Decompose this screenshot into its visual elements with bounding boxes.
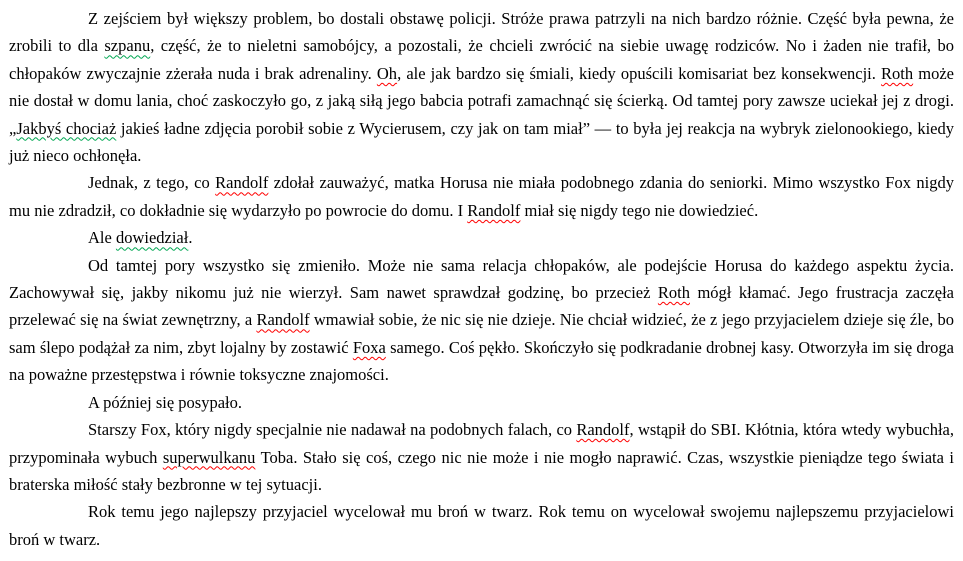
spellcheck-red-word: Randolf bbox=[215, 173, 269, 193]
paragraph-3 bbox=[9, 224, 954, 251]
text-run: samego. Coś pękło. Skończyło się podkradanie drobnej kasy. Otworzyła im się droga na poważne przestępstwa i równie toksyczne znajomości. bbox=[9, 337, 954, 385]
text-run: , część, że to nieletni samobójcy, a pozostali, że chcieli zwrócić na siebie uwagę rodziców. No i żaden nie trafił, bo chłopaków zwyczajnie zżerała nuda i brak adrenaliny. bbox=[9, 36, 954, 83]
spellcheck-red-word: Randolf bbox=[576, 420, 630, 440]
text-run: mógł kłamać. Jego frustracja zaczęła przelewać się na świat zewnętrzny, a bbox=[9, 283, 954, 330]
text-run: Od tamtej pory wszystko się zmieniło. Może nie sama relacja chłopaków, ale podejście Horusa do każdego aspektu życia. Zachowywał się, jakby nikomu już nie wierzył. Sam nawet sprawdzał godzinę, bo przecież bbox=[9, 255, 954, 303]
text-run: jakieś ładne zdjęcia porobił sobie z Wycierusem, czy jak on tam miał” — to była jej reakcja na wybryk zielonookiego, kiedy już nieco ochłonęła. bbox=[9, 118, 954, 166]
text-run: Starszy Fox, który nigdy specjalnie nie nadawał na podobnych falach, co bbox=[88, 420, 577, 440]
spellcheck-green-word: Jakbyś chociaż bbox=[16, 118, 117, 138]
paragraph-5 bbox=[9, 389, 954, 416]
paragraph-6 bbox=[9, 416, 954, 498]
text-run: może nie dostał w domu lania, choć zaskoczyło go, z jaką siłą jego babcia potrafi zamachnąć się ścierką. Od tamtej pory zawsze uciekał jej z drogi. „ bbox=[9, 63, 954, 138]
spellcheck-red-word: Oh bbox=[376, 63, 398, 83]
spellcheck-green-word: szpanu bbox=[104, 36, 151, 56]
text-run: zdołał zauważyć, matka Horusa nie miała podobnego zdania do seniorki. Mimo wszystko Fox nigdy mu nie zdradził, co dokładnie się wydarzyło po powrocie do domu. I bbox=[9, 173, 954, 220]
text-run: . bbox=[188, 228, 193, 248]
paragraph-4 bbox=[9, 252, 954, 389]
paragraph-7 bbox=[9, 498, 954, 553]
spellcheck-red-word: Randolf bbox=[467, 200, 521, 220]
spellcheck-red-word: Roth bbox=[881, 63, 914, 83]
spellcheck-red-word: Roth bbox=[657, 283, 690, 303]
spellcheck-red-word: superwulkanu bbox=[162, 447, 256, 467]
text-run: wmawiał sobie, że nic się nie dzieje. Nie chciał widzieć, że z jego przyjacielem dzieje się źle, bo sam ślepo podążał za nim, zbyt lojalny by zostawić bbox=[9, 310, 954, 357]
text-run: A później się posypało. bbox=[88, 392, 242, 412]
text-run: Toba. Stało się coś, czego nic nie może i nie mogło naprawić. Czas, wszystkie pieniądze tego świata i braterska miłość stały bezbronne w tej sytuacji. bbox=[9, 447, 954, 494]
text-run: , wstąpił do SBI. Kłótnia, która wtedy wybuchła, przypominała wybuch bbox=[9, 420, 954, 467]
text-run: Z zejściem był większy problem, bo dostali obstawę policji. Stróże prawa patrzyli na nich bardzo różnie. Część była pewna, że zrobili to dla bbox=[9, 9, 954, 56]
spellcheck-green-word: dowiedział bbox=[115, 228, 189, 248]
text-run: Ale bbox=[88, 228, 116, 248]
text-run: Jednak, z tego, co bbox=[88, 173, 216, 193]
paragraph-2 bbox=[9, 169, 954, 224]
text-run: , ale jak bardzo się śmiali, kiedy opuścili komisariat bez konsekwencji. bbox=[397, 63, 882, 83]
text-run: Rok temu jego najlepszy przyjaciel wycelował mu broń w twarz. Rok temu on wycelował swojemu najlepszemu przyjacielowi broń w twarz. bbox=[9, 502, 954, 549]
text-run: miał się nigdy tego nie dowiedzieć. bbox=[520, 200, 759, 220]
spellcheck-red-word: Randolf bbox=[256, 310, 310, 330]
spellcheck-red-word: Foxa bbox=[352, 337, 386, 357]
paragraph-1 bbox=[9, 5, 954, 169]
